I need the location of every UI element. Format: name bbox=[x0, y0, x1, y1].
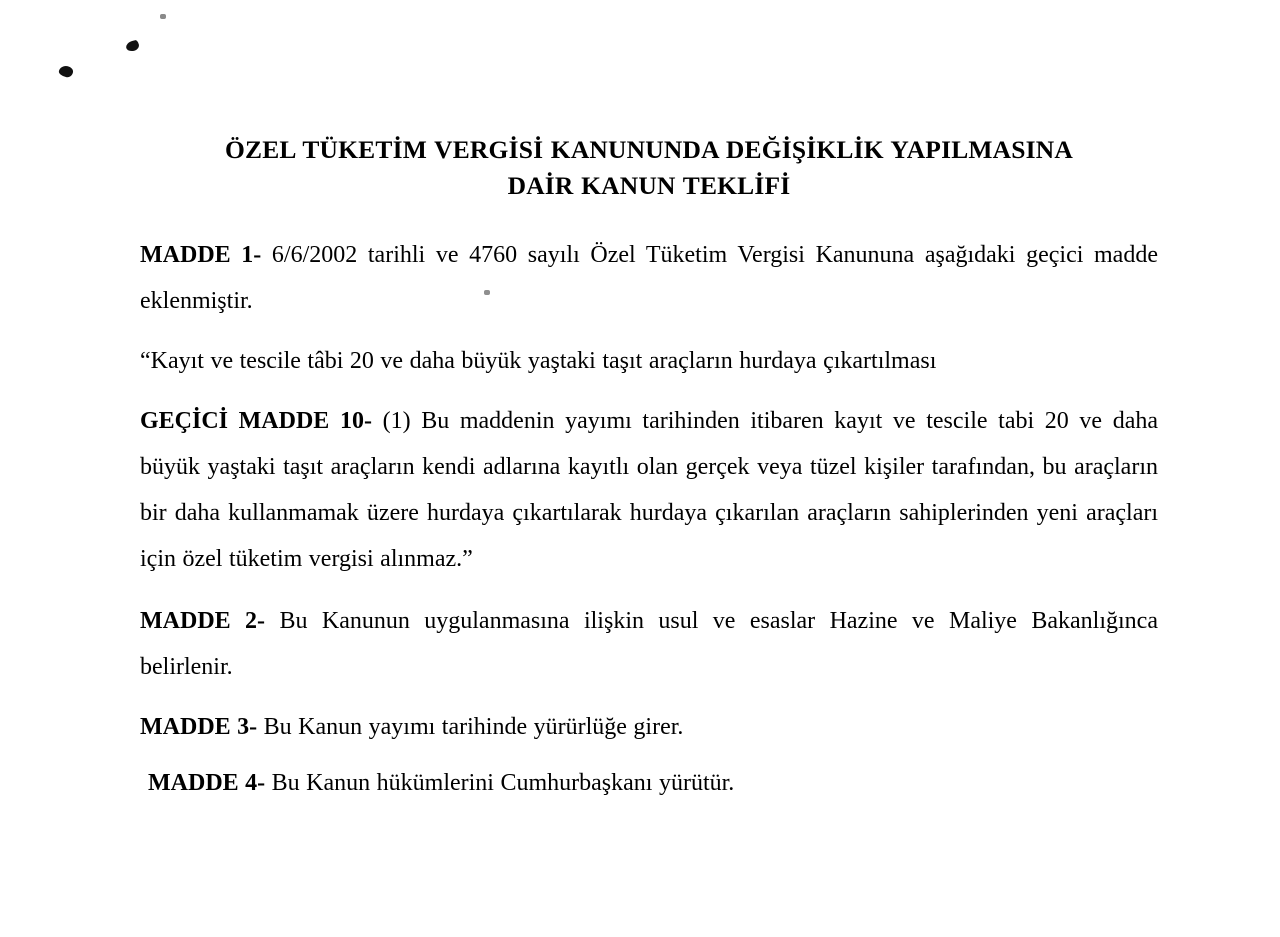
paragraph-text-madde-3: Bu Kanun yayımı tarihinde yürürlüğe girer. bbox=[257, 714, 684, 740]
paragraph-madde-3 bbox=[140, 704, 1158, 750]
page-title-line-2: DAİR KANUN TEKLİFİ bbox=[507, 171, 791, 200]
page-title bbox=[140, 132, 1158, 204]
paragraph-madde-4 bbox=[140, 760, 1158, 806]
paragraph-gecici-madde-10 bbox=[140, 398, 1158, 582]
ink-speck-top-left-icon bbox=[125, 40, 140, 53]
paragraph-lead-madde-3: MADDE 3- bbox=[140, 714, 258, 740]
paragraph-madde-2 bbox=[140, 598, 1158, 690]
paragraph-text-madde-4: Bu Kanun hükümlerini Cumhurbaşkanı yürütür. bbox=[265, 770, 735, 796]
paragraph-lead-madde-4: MADDE 4- bbox=[148, 770, 266, 796]
paragraph-lead-gecici-madde-10: GEÇİCİ MADDE 10- bbox=[140, 408, 372, 434]
document-body bbox=[140, 232, 1158, 806]
paragraph-text-madde-1: 6/6/2002 tarihli ve 4760 sayılı Özel Tüketim Vergisi Kanununa aşağıdaki geçici madde eklenmiştir. bbox=[140, 242, 1158, 314]
paragraph-quoted-heading bbox=[140, 338, 1158, 384]
paragraph-lead-madde-2: MADDE 2- bbox=[140, 608, 266, 634]
paragraph-madde-1 bbox=[140, 232, 1158, 324]
paragraph-text-madde-2: Bu Kanunun uygulanmasına ilişkin usul ve esaslar Hazine ve Maliye Bakanlığınca belirlenir. bbox=[140, 608, 1158, 680]
paragraph-lead-madde-1: MADDE 1- bbox=[140, 242, 262, 268]
ink-speck-left-margin-icon bbox=[58, 65, 74, 79]
paragraph-text-gecici-madde-10: (1) Bu maddenin yayımı tarihinden itibaren kayıt ve tescile tabi 20 ve daha büyük yaştaki taşıt araçların kendi adlarına kayıtlı olan gerçek veya tüzel kişiler tarafından, bu araçların bir daha kullanmamak üzere hurdaya çıkartılarak hurdaya çıkarılan araçların sahiplerinden yeni araçları için özel tüketim vergisi alınmaz.” bbox=[140, 408, 1159, 572]
ink-speck-top-icon bbox=[160, 14, 166, 19]
page-title-line-1: ÖZEL TÜKETİM VERGİSİ KANUNUNDA DEĞİŞİKLİK YAPILMASINA bbox=[224, 135, 1074, 164]
paragraph-text-quoted-heading: “Kayıt ve tescile tâbi 20 ve daha büyük yaştaki taşıt araçların hurdaya çıkartılması bbox=[140, 348, 937, 374]
